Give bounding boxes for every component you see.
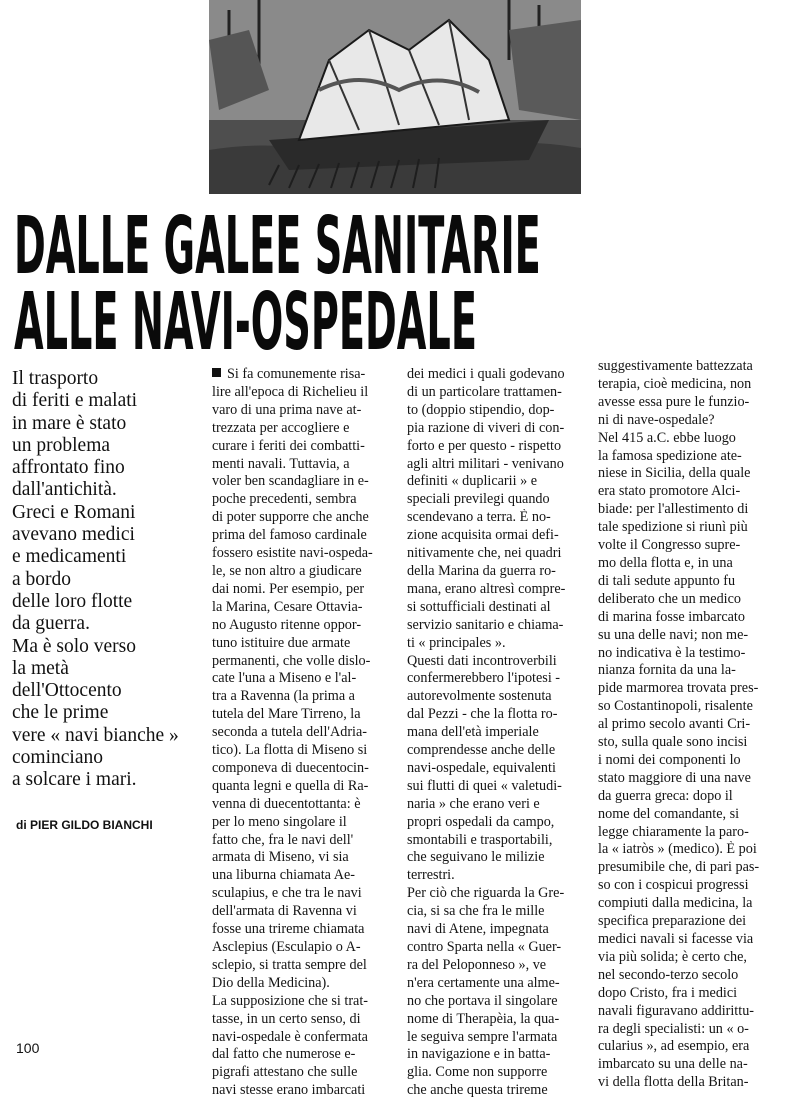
article-line: Nel 415 a.C. ebbe luogo xyxy=(598,429,736,446)
article-line: ra del Peloponneso », ve xyxy=(407,956,547,973)
article-line: lire all'epoca di Richelieu il xyxy=(212,383,369,400)
article-line: definiti « duplicarii » e xyxy=(407,473,538,490)
lead-line: in mare è stato xyxy=(12,412,127,434)
article-line: niese in Sicilia, della quale xyxy=(598,465,751,482)
lead-line: Il trasporto xyxy=(12,368,99,389)
lead-line: Ma è solo verso xyxy=(12,635,137,657)
lead-line: delle loro flotte xyxy=(12,590,133,612)
article-line: nome del comandante, si xyxy=(598,805,740,822)
article-line: naria » che erano veri e xyxy=(407,795,540,812)
article-line: agli altri militari - venivano xyxy=(407,455,564,472)
article-line: al primo secolo avanti Cri- xyxy=(598,716,751,733)
article-line: quanta legni e quella di Ra- xyxy=(212,777,369,794)
article-line: nel secondo-terzo secolo xyxy=(598,966,739,983)
article-line: di poter supporre che anche xyxy=(212,509,369,526)
article-line: smontabili e trasportabili, xyxy=(407,831,553,848)
article-line: n'era certamente una almе- xyxy=(407,974,560,991)
article-line: no Augusto ritenne oppor- xyxy=(212,616,362,633)
article-line: specifica preparazione dei xyxy=(598,913,747,930)
article-line: dell'armata di Ravenna vi xyxy=(212,903,357,920)
article-line: in navigazione e in batta- xyxy=(407,1046,551,1063)
article-line: mo della flotta e, in una xyxy=(598,554,733,571)
article-line: imbarcato su una delle na- xyxy=(598,1056,748,1073)
article-line: no indicativa è la testimo- xyxy=(598,644,746,661)
article-line: Asclepius (Esculapio o A- xyxy=(212,939,361,955)
page-number: 100 xyxy=(16,1040,40,1056)
article-line: dei medici i quali godevano xyxy=(407,366,565,382)
article-line: speciali previlegi quando xyxy=(407,491,550,508)
galley-engraving xyxy=(209,0,581,194)
article-line: ra degli specialisti: un « o- xyxy=(598,1020,749,1037)
lead-line: un problema xyxy=(12,434,111,456)
article-line: la famosa spedizione ate- xyxy=(598,447,742,464)
article-line: tale spedizione si riunì più xyxy=(598,519,748,536)
article-line: terrestri. xyxy=(407,867,455,884)
article-line: biade: per l'allestimento di xyxy=(598,501,749,518)
article-line: componeva di duecentocin- xyxy=(212,759,369,776)
lead-line: di feriti e malati xyxy=(12,390,138,412)
lead-line: e medicamenti xyxy=(12,546,127,568)
article-line: vi della flotta della Britan- xyxy=(598,1074,749,1091)
article-line: avesse essa pure le funzio- xyxy=(598,393,750,410)
article-line: volte il Congresso supre- xyxy=(598,537,741,554)
article-line: la Marina, Cesare Ottavia- xyxy=(212,598,363,615)
article-line: una liburna chiamata Ae- xyxy=(212,867,355,884)
article-line: prima del famoso cardinale xyxy=(212,527,367,544)
article-line: tra a Ravenna (la prima a xyxy=(212,688,355,705)
article-line: fatto che, fra le navi dell' xyxy=(212,831,354,848)
lead-line: a bordo xyxy=(12,568,72,590)
lead-line: la metà xyxy=(12,657,69,679)
lead-line: a solcare i mari. xyxy=(12,769,137,791)
article-line: to (doppio stipendio, dop- xyxy=(407,401,555,418)
article-line: pigrafi attestano che sulle xyxy=(212,1064,358,1081)
lead-line: da guerra. xyxy=(12,613,90,635)
article-line: La supposizione che si trat- xyxy=(212,992,369,1009)
article-line: sui flutti di quei « valetudi- xyxy=(407,777,562,794)
article-column-2 xyxy=(407,366,585,1100)
article-line: glia. Come non supporre xyxy=(407,1064,548,1081)
lead-paragraph xyxy=(12,368,202,792)
article-line: voler ben scandagliare in e- xyxy=(212,473,369,490)
article-line: sto, sulla quale sono incisi xyxy=(598,734,748,751)
article-line: fossero esistite navi-ospeda- xyxy=(212,545,373,562)
article-line: che seguivano le milizie xyxy=(407,849,545,866)
lead-line: avevano medici xyxy=(12,524,135,546)
article-line: Per ciò che riguarda la Gre- xyxy=(407,885,565,902)
article-line: Dio della Medicina). xyxy=(212,974,330,991)
article-line: servizio sanitario e chiama- xyxy=(407,616,564,633)
article-line: propri ospedali da campo, xyxy=(407,813,555,830)
article-line: navi di Atene, impegnata xyxy=(407,921,549,938)
headline-line-2: ALLE NAVI-OSPEDALE xyxy=(14,276,477,369)
article-line: navi-ospedale, equivalenti xyxy=(407,759,556,776)
article-line: ti « principales ». xyxy=(407,634,506,651)
article-line: nome di Therapèia, la qua- xyxy=(407,1010,560,1027)
article-line: Si fa comunemente risa- xyxy=(212,366,390,384)
article-line: la « iatròs » (medico). È poi xyxy=(598,841,757,858)
article-line: tuno istituire due armate xyxy=(212,634,351,651)
article-line: armata di Miseno, vi sia xyxy=(212,849,349,866)
lead-line: Greci e Romani xyxy=(12,501,136,523)
article-column-1 xyxy=(212,366,390,1100)
article-line: navi-ospedale è confermata xyxy=(212,1028,368,1045)
lead-line: vere « navi bianche » xyxy=(12,724,179,746)
article-line: navi stesse erano imbarcati xyxy=(212,1082,366,1099)
article-line: fosse una trireme chiamata xyxy=(212,921,365,938)
article-line: di marina fosse imbarcato xyxy=(598,608,745,625)
article-line: trezzata per accogliere e xyxy=(212,419,350,436)
article-line: menti navali. Tuttavia, a xyxy=(212,455,350,472)
article-line: compiuti dalla medicina, la xyxy=(598,895,753,912)
article-line: le, se non altro a giudicare xyxy=(212,562,362,579)
article-line: curare i feriti dei combatti- xyxy=(212,437,365,454)
article-line: stato maggiore di una nave xyxy=(598,769,751,786)
article-line: legge chiaramente la paro- xyxy=(598,823,749,840)
article-line: autorevolmente sostenuta xyxy=(407,688,552,705)
lead-line: che le prime xyxy=(12,702,109,724)
article-line: dal fatto che numerose e- xyxy=(212,1046,356,1063)
article-line: via più solida; è certo che, xyxy=(598,948,747,965)
article-line: le seguiva sempre l'armata xyxy=(407,1028,558,1045)
article-line: i nomi dei componenti lo xyxy=(598,751,741,768)
article-line: varo di una prima nave at- xyxy=(212,401,362,418)
article-line: sclepio, si tratta sempre del xyxy=(212,956,367,973)
article-line: cia, si sa che fra le mille xyxy=(407,903,545,920)
article-line: Questi dati incontroverbili xyxy=(407,652,557,669)
article-line: suggestivamente battezzata xyxy=(598,358,753,374)
article-line: che anche questa trireme xyxy=(407,1082,548,1099)
article-line: mana, erano altresì compre- xyxy=(407,580,566,597)
article-line: poche precedenti, sembra xyxy=(212,491,357,508)
article-line: contro Sparta nella « Guer- xyxy=(407,939,562,955)
article-line: si sottufficiali destinati al xyxy=(407,598,551,615)
lead-line: dell'Ottocento xyxy=(12,680,122,702)
article-line: dopo Cristo, fra i medici xyxy=(598,984,738,1001)
article-line: deliberato che un medico xyxy=(598,590,741,607)
article-line: su una delle navi; non me- xyxy=(598,626,749,643)
article-line: permanenti, che volle dislo- xyxy=(212,652,371,669)
article-line: cularius », ad esempio, era xyxy=(598,1038,750,1055)
article-line: comprendesse anche delle xyxy=(407,742,556,759)
article-line: tutela del Mare Tirreno, la xyxy=(212,706,361,723)
article-line: confermerebbero l'ipotesi - xyxy=(407,670,561,687)
article-line: so con i cospicui progressi xyxy=(598,877,749,894)
article-line: scendevano a terra. È no- xyxy=(407,509,551,526)
lead-line: cominciano xyxy=(12,747,103,769)
article-line: zione acquisita ormai defi- xyxy=(407,527,559,544)
article-line: nitivamente che, nei quadri xyxy=(407,545,562,562)
article-line: seconda a tutela dell'Adria- xyxy=(212,724,368,741)
article-line: presumibile che, di pari pas- xyxy=(598,859,760,876)
ship-illustration xyxy=(209,0,581,194)
lead-line: affrontato fino xyxy=(12,457,125,479)
article-line: tasse, in un certo senso, di xyxy=(212,1010,361,1027)
article-line: ni di nave-ospedale? xyxy=(598,411,715,428)
article-line: dal Pezzi - che la flotta ro- xyxy=(407,706,558,723)
article-line: di tali sedute appunto fu xyxy=(598,572,736,589)
article-line: nianza fornita da una la- xyxy=(598,662,736,679)
article-line: cate l'una a Miseno e l'al- xyxy=(212,670,357,687)
article-line: forto e per questo - rispetto xyxy=(407,437,562,454)
article-line: pia razione di viveri di con- xyxy=(407,419,565,436)
article-line: pide marmorea trovata pres- xyxy=(598,680,759,697)
article-line: so Costantinopoli, risalente xyxy=(598,698,753,715)
article-line: terapia, cioè medicina, non xyxy=(598,375,752,392)
byline: di PIER GILDO BIANCHI xyxy=(16,818,153,832)
article-line: da guerra greca: dopo il xyxy=(598,787,733,804)
article-line: no che portava il singolare xyxy=(407,992,558,1009)
article-line: tico). La flotta di Miseno si xyxy=(212,742,368,759)
headline-line-1: DALLE GALEE SANITARIE xyxy=(14,200,541,293)
article-line: era stato promotore Alci- xyxy=(598,483,741,500)
article-line: di un particolare trattamen- xyxy=(407,383,562,400)
article-line: mana dell'età imperiale xyxy=(407,724,539,741)
article-line: della Marina da guerra ro- xyxy=(407,562,556,579)
article-line: venna di duecentottanta: è xyxy=(212,795,361,812)
article-line: dai nomi. Per esempio, per xyxy=(212,580,365,597)
article-line: medici navali si facesse via xyxy=(598,931,754,947)
lead-line: dall'antichità. xyxy=(12,479,117,501)
paragraph-bullet-icon xyxy=(212,368,221,377)
article-line: sculapius, e che tra le navi xyxy=(212,885,362,902)
article-line: per lo meno singolare il xyxy=(212,813,347,830)
article-column-3 xyxy=(598,358,776,1092)
article-line: navali figuravano addirittu- xyxy=(598,1002,755,1019)
